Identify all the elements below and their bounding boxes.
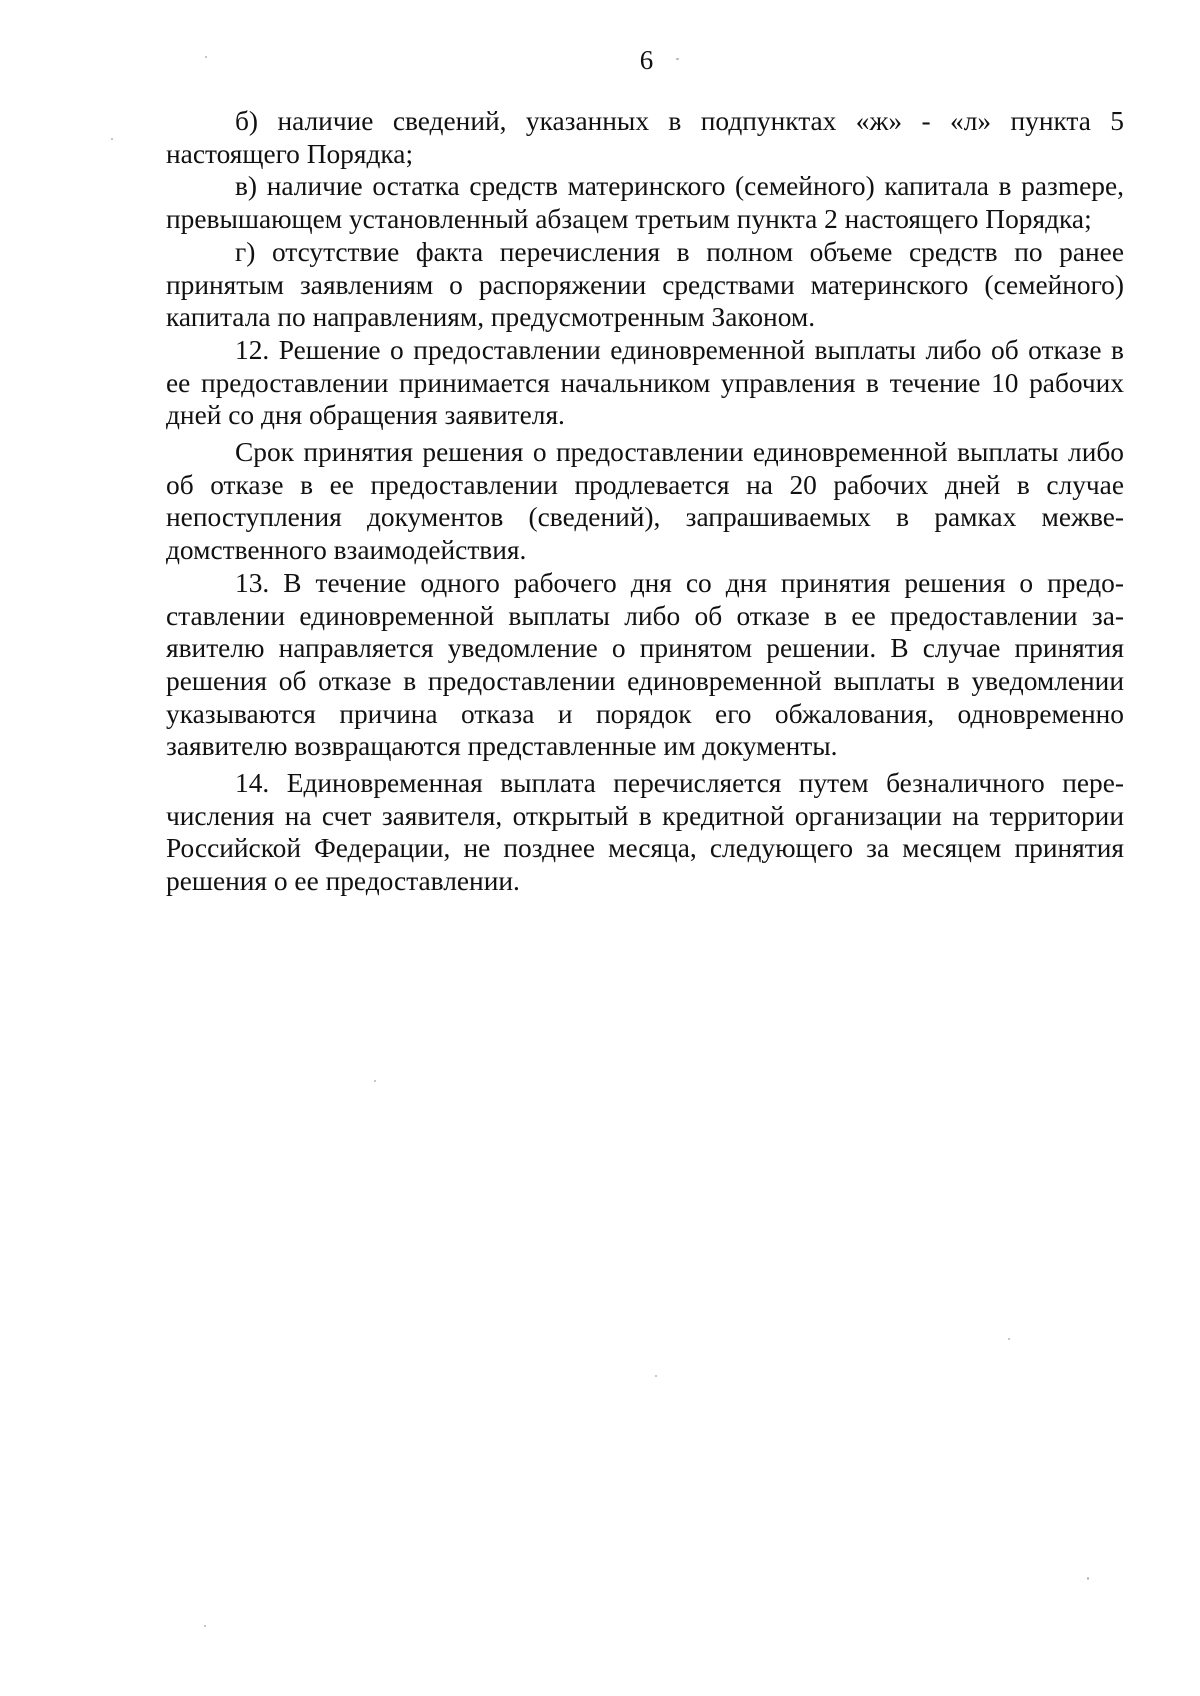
- paragraph-13: 13. В течение одного рабочего дня со дня принятия решения о предоставлении единовременной выплаты либо об отказе в ее предоставлении заявителю направляется уведомление о принятом решении. В случае принятия решения об отказе в предоставлении единовременной выплаты в уведомлении указываются причина отказа и порядок его обжалования, одновременно заявителю возвращаются представленные им документы.: [166, 567, 1124, 762]
- scan-speck: [655, 1375, 657, 1377]
- scan-speck: [1087, 1577, 1089, 1580]
- paragraph-b: б) наличие сведений, указанных в подпунктах «ж» - «л» пункта 5 настоящего Порядка;: [166, 106, 1124, 169]
- paragraph-14: 14. Единовременная выплата перечисляется путем безналичного перечисления на счет заявителя, открытый в кредитной организации на территории Российской Федерации, не позднее месяца, следующего за месяцем принятия решения о ее предоставлении.: [166, 768, 1124, 897]
- paragraph-v: в) наличие остатка средств материнского (семейного) капитала в разmере, превышающем установленный абзацем третьим пункта 2 настоящего Порядка;: [166, 171, 1124, 235]
- page-number: 6: [639, 45, 654, 75]
- scan-speck: [1008, 1338, 1010, 1340]
- scan-speck: [676, 58, 679, 60]
- paragraph-12: 12. Решение о предоставлении единовременной выплаты либо об отказе в ее предоставлении принимается начальником управления в течение 10 рабочих дней со дня обращения заявителя.: [166, 334, 1124, 431]
- scan-speck: [374, 1080, 376, 1082]
- paragraph-decision-term: Срок принятия решения о предоставлении единовременной выплаты либо об отказе в ее предоставлении продлевается на 20 рабочих дней в случае непоступления документов (сведений), запрашиваемых в рамках межведомственного взаимодействия.: [166, 437, 1124, 566]
- scan-speck: [205, 56, 207, 58]
- document-body: [166, 105, 1124, 898]
- paragraph-g: г) отсутствие факта перечисления в полном объеме средств по ранее принятым заявлениям о распоряжении средствами материнского (семейного) капитала по направлениям, предусмотренным Законом.: [166, 236, 1124, 333]
- scan-speck: [111, 138, 113, 140]
- scan-speck: [204, 1625, 206, 1627]
